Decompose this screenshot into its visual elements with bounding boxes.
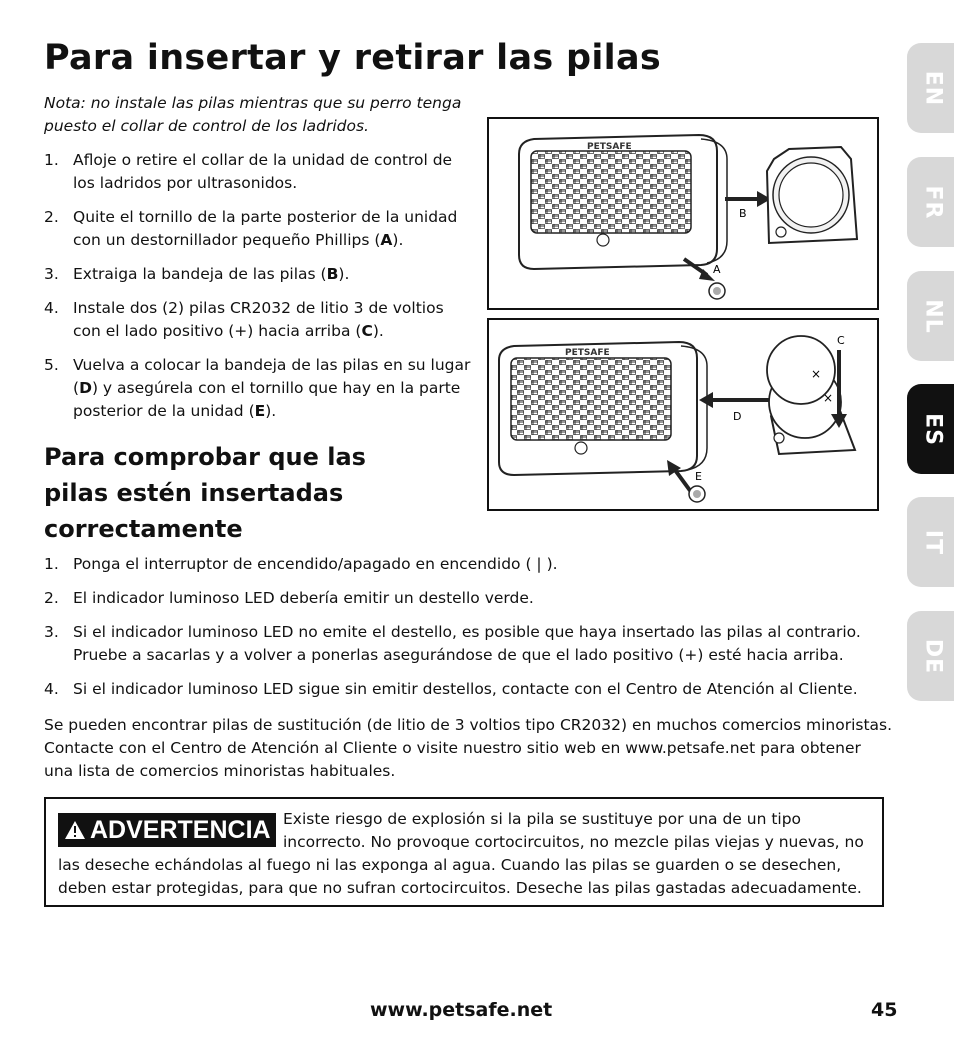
- label-e: E: [695, 470, 702, 483]
- note: Nota: no instale las pilas mientras que su perro tenga puesto el collar de control de los ladridos.: [44, 94, 462, 135]
- check-steps-list: [44, 553, 894, 712]
- list-item: [44, 587, 894, 610]
- tab-de[interactable]: [907, 611, 954, 701]
- step-ref: D: [79, 379, 92, 397]
- tab-es[interactable]: [907, 384, 954, 474]
- step-ref: E: [254, 402, 266, 420]
- warning-box: [44, 797, 884, 907]
- step-text: El indicador luminoso LED debería emitir un destello verde.: [73, 589, 534, 607]
- step-text: Extraiga la bandeja de las pilas (: [73, 265, 327, 283]
- step-text: ).: [392, 231, 404, 249]
- list-item: [44, 621, 894, 667]
- battery-tray: [767, 147, 857, 243]
- label-d: D: [733, 410, 742, 423]
- warning-badge: [58, 813, 276, 847]
- step-number: 4.: [44, 680, 59, 698]
- svg-text:PETSAFE: PETSAFE: [565, 348, 610, 358]
- tab-label: FR: [920, 185, 946, 219]
- svg-text:PETSAFE: PETSAFE: [587, 142, 632, 152]
- step-number: 1.: [44, 151, 59, 169]
- step-number: 2.: [44, 208, 59, 226]
- step-text: Ponga el interruptor de encendido/apagado en encendido ( | ).: [73, 555, 558, 573]
- step-number: 5.: [44, 356, 59, 374]
- arrow-d: [699, 392, 769, 408]
- insert-batteries-illustration: [489, 320, 877, 509]
- step-number: 4.: [44, 299, 59, 317]
- step-text: ).: [372, 322, 384, 340]
- step-text: Afloje o retire el collar de la unidad de control de los ladridos por ultrasonidos.: [73, 151, 453, 192]
- bark-control-unit: [499, 342, 707, 475]
- step-number: 2.: [44, 589, 59, 607]
- step-number: 3.: [44, 265, 59, 283]
- remove-tray-illustration: [489, 119, 877, 308]
- tab-en[interactable]: [907, 43, 954, 133]
- list-item: [44, 678, 894, 701]
- figure-insert-batteries: [487, 318, 879, 511]
- tab-fr[interactable]: [907, 157, 954, 247]
- screw-e: [689, 486, 705, 502]
- step-text: Quite el tornillo de la parte posterior de la unidad con un destornillador pequeño Phillips (: [73, 208, 458, 249]
- label-a: A: [713, 263, 721, 276]
- tab-nl[interactable]: [907, 271, 954, 361]
- figure-remove-tray: [487, 117, 879, 310]
- step-text: Instale dos (2) pilas CR2032 de litio 3 de voltios con el lado positivo (+) hacia arriba (: [73, 299, 444, 340]
- warning-label: ADVERTENCIA: [90, 815, 271, 844]
- step-text: ).: [265, 402, 277, 420]
- svg-text:×: ×: [811, 367, 822, 381]
- list-item: [44, 553, 894, 576]
- step-text: Vuelva a colocar la bandeja de las pilas en su lugar (: [73, 356, 471, 397]
- bark-control-unit: [519, 135, 727, 269]
- list-item: [44, 297, 474, 343]
- svg-text:×: ×: [823, 391, 834, 405]
- step-text: ) y asegúrela con el tornillo que hay en la parte posterior de la unidad (: [73, 379, 461, 420]
- step-ref: B: [326, 265, 339, 283]
- cr2032-batteries: [767, 336, 841, 438]
- page-title: Para insertar y retirar las pilas: [44, 38, 662, 78]
- replacement-paragraph: Se pueden encontrar pilas de sustitución (de litio de 3 voltios tipo CR2032) en muchos comercios minoristas. Contacte con el Centro de Atención al Cliente o visite nuestro sitio web en www.petsafe.net para obtener una lista de comercios minoristas habituales.: [44, 716, 893, 780]
- list-item: [44, 149, 474, 195]
- warning-text: Existe riesgo de explosión si la pila se sustituye por una de un tipo incorrecto. No provoque cortocircuitos, no mezcle pilas viejas y nuevas, no: [283, 810, 864, 851]
- page-number: 45: [871, 999, 898, 1021]
- tab-label: NL: [920, 298, 946, 334]
- step-text: ).: [338, 265, 350, 283]
- list-item: [44, 354, 474, 423]
- insert-steps-list: [44, 149, 474, 434]
- section-heading: Para comprobar que las pilas estén insertadas correctamente: [44, 443, 366, 543]
- step-number: 1.: [44, 555, 59, 573]
- step-number: 3.: [44, 623, 59, 641]
- arrow-b: [725, 191, 771, 207]
- label-b: B: [739, 207, 747, 220]
- step-text: Si el indicador luminoso LED no emite el destello, es posible que haya insertado las pilas al contrario. Pruebe a sacarlas y a volver a ponerlas asegurándose de que el lado positivo (+) esté hacia arriba.: [73, 623, 861, 664]
- tab-label: EN: [920, 70, 946, 106]
- warning-triangle-icon: [64, 820, 86, 840]
- step-text: Si el indicador luminoso LED sigue sin emitir destellos, contacte con el Centro de Atención al Cliente.: [73, 680, 858, 698]
- step-ref: A: [380, 231, 393, 249]
- list-item: [44, 263, 474, 286]
- tab-label: DE: [920, 638, 946, 674]
- tab-label: ES: [920, 412, 946, 446]
- screw-a: [709, 283, 725, 299]
- tab-it[interactable]: [907, 497, 954, 587]
- step-ref: C: [361, 322, 373, 340]
- list-item: [44, 206, 474, 252]
- warning-text-continued: las deseche echándolas al fuego ni las exponga al agua. Cuando las pilas se guarden o se desechen, deben estar protegidas, para que no sufran cortocircuitos. Deseche las pilas gastadas adecuadamente.: [58, 856, 862, 897]
- label-c: C: [837, 334, 845, 347]
- footer-url: www.petsafe.net: [370, 999, 553, 1021]
- tab-label: IT: [920, 529, 946, 555]
